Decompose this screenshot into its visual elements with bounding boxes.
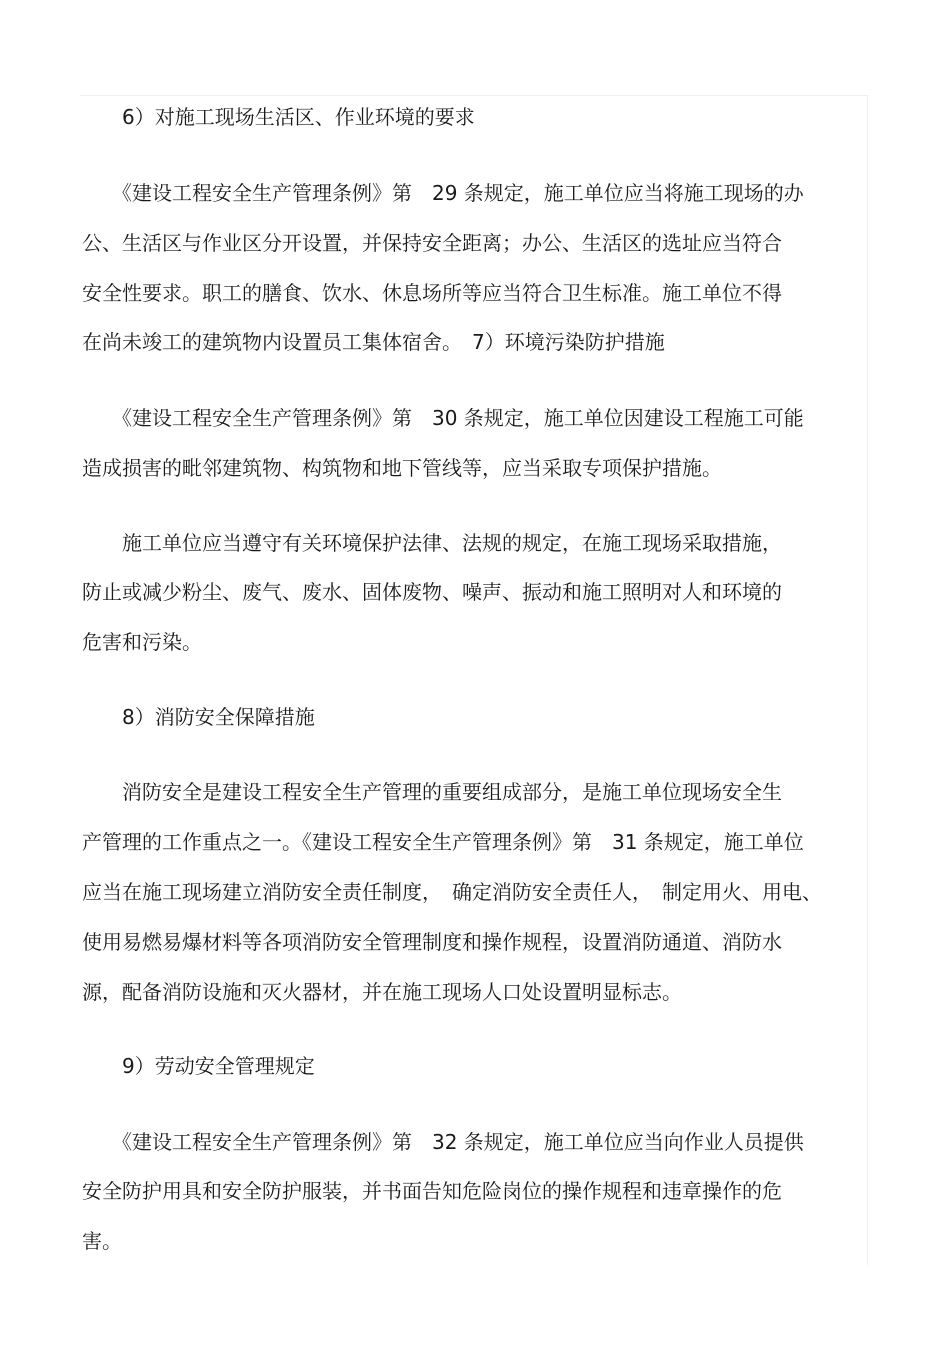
- heading-6: 6）对施工现场生活区、作业环境的要求: [82, 105, 475, 129]
- paragraph-line: 危害和污染。: [82, 630, 202, 654]
- paragraph-line: 安全性要求。职工的膳食、饮水、休息场所等应当符合卫生标准。施工单位不得: [82, 281, 782, 305]
- paragraph-line: 公、生活区与作业区分开设置，并保持安全距离；办公、生活区的选址应当符合: [82, 231, 782, 255]
- paragraph-line: 产管理的工作重点之一。《建设工程安全生产管理条例》第 31 条规定，施工单位: [82, 830, 804, 854]
- heading-8: 8）消防安全保障措施: [82, 705, 315, 729]
- paragraph-line: 防止或减少粉尘、废气、废水、固体废物、噪声、振动和施工照明对人和环境的: [82, 580, 782, 604]
- document-body: [82, 0, 872, 1345]
- paragraph-line: 害。: [82, 1229, 122, 1253]
- paragraph-line: 施工单位应当遵守有关环境保护法律、法规的规定，在施工现场采取措施，: [82, 531, 782, 555]
- paragraph-line: 《建设工程安全生产管理条例》第 29 条规定，施工单位应当将施工现场的办: [82, 181, 804, 205]
- paragraph-line: 在尚未竣工的建筑物内设置员工集体宿舍。 7）环境污染防护措施: [82, 330, 665, 354]
- paragraph-line: 《建设工程安全生产管理条例》第 30 条规定，施工单位因建设工程施工可能: [82, 406, 804, 430]
- paragraph-line: 安全防护用具和安全防护服装，并书面告知危险岗位的操作规程和违章操作的危: [82, 1179, 782, 1203]
- paragraph-line: 造成损害的毗邻建筑物、构筑物和地下管线等，应当采取专项保护措施。: [82, 456, 722, 480]
- paragraph-line: 消防安全是建设工程安全生产管理的重要组成部分，是施工单位现场安全生: [82, 780, 782, 804]
- paragraph-line: 使用易燃易爆材料等各项消防安全管理制度和操作规程，设置消防通道、消防水: [82, 930, 782, 954]
- paragraph-line: 源，配备消防设施和灭火器材，并在施工现场人口处设置明显标志。: [82, 980, 682, 1004]
- heading-9: 9）劳动安全管理规定: [82, 1054, 315, 1078]
- paragraph-line: 应当在施工现场建立消防安全责任制度， 确定消防安全责任人， 制定用火、用电、: [82, 880, 822, 904]
- paragraph-line: 《建设工程安全生产管理条例》第 32 条规定，施工单位应当向作业人员提供: [82, 1130, 804, 1154]
